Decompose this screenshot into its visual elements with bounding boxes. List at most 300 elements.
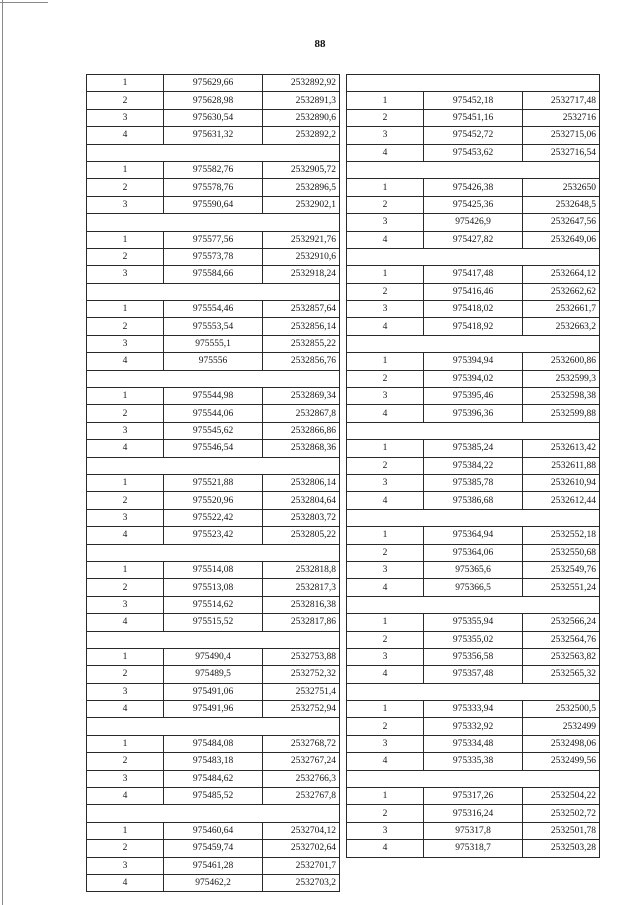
point-row: [87, 335, 340, 352]
point-row: [87, 109, 340, 126]
block-separator-cell: [347, 509, 600, 526]
block-separator-cell: [87, 283, 340, 300]
y-coordinate: 2532499,56: [523, 753, 600, 770]
x-coordinate: 975629,66: [164, 75, 263, 92]
point-number: 1: [87, 231, 164, 248]
point-number: 1: [87, 301, 164, 318]
point-number: 1: [87, 474, 164, 491]
y-coordinate: 2532663,2: [523, 318, 600, 335]
point-number: 4: [347, 579, 424, 596]
point-number: 3: [347, 214, 424, 231]
y-coordinate: 2532704,12: [263, 822, 340, 839]
point-number: 3: [87, 509, 164, 526]
coordinates-table-right: [346, 74, 600, 858]
point-row: [87, 509, 340, 526]
block-separator-cell: [347, 770, 600, 787]
x-coordinate: 975396,36: [424, 405, 523, 422]
point-number: 2: [347, 283, 424, 300]
y-coordinate: 2532855,22: [263, 335, 340, 352]
block-separator-row: [87, 457, 340, 474]
y-coordinate: 2532902,1: [263, 196, 340, 213]
y-coordinate: 2532613,42: [523, 440, 600, 457]
point-number: 2: [347, 196, 424, 213]
y-coordinate: 2532504,22: [523, 788, 600, 805]
x-coordinate: 975556: [164, 353, 263, 370]
point-number: 4: [87, 353, 164, 370]
point-number: 4: [347, 840, 424, 857]
y-coordinate: 2532650: [523, 179, 600, 196]
x-coordinate: 975385,24: [424, 440, 523, 457]
point-number: 3: [87, 422, 164, 439]
y-coordinate: 2532857,64: [263, 301, 340, 318]
y-coordinate: 2532868,36: [263, 440, 340, 457]
block-separator-cell: [87, 544, 340, 561]
y-coordinate: 2532751,4: [263, 683, 340, 700]
x-coordinate: 975544,06: [164, 405, 263, 422]
y-coordinate: 2532662,62: [523, 283, 600, 300]
point-number: 1: [87, 648, 164, 665]
point-number: 1: [347, 527, 424, 544]
x-coordinate: 975384,22: [424, 457, 523, 474]
block-separator-row: [87, 544, 340, 561]
x-coordinate: 975544,98: [164, 388, 263, 405]
point-number: 3: [347, 474, 424, 491]
block-separator-row: [347, 422, 600, 439]
point-number: 2: [87, 753, 164, 770]
point-number: 3: [347, 388, 424, 405]
point-number: 1: [87, 822, 164, 839]
point-number: 3: [347, 127, 424, 144]
x-coordinate: 975513,08: [164, 579, 263, 596]
point-row: [347, 301, 600, 318]
x-coordinate: 975631,32: [164, 127, 263, 144]
point-row: [87, 701, 340, 718]
x-coordinate: 975334,48: [424, 735, 523, 752]
x-coordinate: 975452,18: [424, 92, 523, 109]
point-row: [347, 179, 600, 196]
point-row: [347, 144, 600, 161]
block-separator-row: [87, 370, 340, 387]
point-row: [347, 231, 600, 248]
x-coordinate: 975628,98: [164, 92, 263, 109]
point-number: 4: [87, 788, 164, 805]
x-coordinate: 975425,36: [424, 196, 523, 213]
x-coordinate: 975394,02: [424, 370, 523, 387]
y-coordinate: 2532551,24: [523, 579, 600, 596]
point-row: [87, 874, 340, 891]
x-coordinate: 975459,74: [164, 840, 263, 857]
point-row: [87, 648, 340, 665]
x-coordinate: 975461,28: [164, 857, 263, 874]
y-coordinate: 2532891,3: [263, 92, 340, 109]
point-row: [87, 596, 340, 613]
point-row: [87, 683, 340, 700]
x-coordinate: 975332,92: [424, 718, 523, 735]
y-coordinate: 2532565,32: [523, 666, 600, 683]
block-separator-cell: [87, 718, 340, 735]
point-number: 3: [347, 648, 424, 665]
x-coordinate: 975483,18: [164, 753, 263, 770]
point-number: 4: [87, 874, 164, 891]
block-separator-cell: [347, 335, 600, 352]
point-row: [347, 283, 600, 300]
y-coordinate: 2532816,38: [263, 596, 340, 613]
point-row: [87, 857, 340, 874]
page-number: 88: [314, 38, 326, 50]
block-separator-row: [347, 161, 600, 178]
x-coordinate: 975418,92: [424, 318, 523, 335]
y-coordinate: 2532817,3: [263, 579, 340, 596]
point-row: [87, 492, 340, 509]
point-row: [347, 318, 600, 335]
point-row: [347, 666, 600, 683]
point-row: [87, 161, 340, 178]
y-coordinate: 2532767,8: [263, 788, 340, 805]
point-number: 1: [347, 788, 424, 805]
point-row: [87, 353, 340, 370]
y-coordinate: 2532715,06: [523, 127, 600, 144]
point-number: 3: [87, 857, 164, 874]
point-row: [347, 735, 600, 752]
x-coordinate: 975364,06: [424, 544, 523, 561]
point-number: 1: [87, 735, 164, 752]
block-separator-cell: [347, 596, 600, 613]
point-row: [87, 474, 340, 491]
point-row: [87, 248, 340, 265]
point-row: [347, 544, 600, 561]
y-coordinate: 2532716,54: [523, 144, 600, 161]
x-coordinate: 975573,78: [164, 248, 263, 265]
y-coordinate: 2532896,5: [263, 179, 340, 196]
point-number: 2: [87, 92, 164, 109]
point-row: [347, 648, 600, 665]
y-coordinate: 2532918,24: [263, 266, 340, 283]
point-number: 1: [347, 179, 424, 196]
x-coordinate: 975462,2: [164, 874, 263, 891]
y-coordinate: 2532866,86: [263, 422, 340, 439]
point-row: [347, 440, 600, 457]
x-coordinate: 975333,94: [424, 701, 523, 718]
x-coordinate: 975395,46: [424, 388, 523, 405]
point-number: 2: [87, 492, 164, 509]
x-coordinate: 975451,16: [424, 109, 523, 126]
point-row: [87, 75, 340, 92]
point-number: 1: [347, 614, 424, 631]
point-number: 2: [87, 405, 164, 422]
point-row: [87, 527, 340, 544]
y-coordinate: 2532702,64: [263, 840, 340, 857]
point-number: 4: [347, 666, 424, 683]
y-coordinate: 2532563,82: [523, 648, 600, 665]
block-separator-cell: [347, 422, 600, 439]
y-coordinate: 2532564,76: [523, 631, 600, 648]
point-row: [347, 579, 600, 596]
point-number: 3: [87, 596, 164, 613]
x-coordinate: 975427,82: [424, 231, 523, 248]
y-coordinate: 2532599,3: [523, 370, 600, 387]
block-separator-cell: [87, 144, 340, 161]
x-coordinate: 975514,08: [164, 561, 263, 578]
point-row: [87, 422, 340, 439]
point-row: [347, 214, 600, 231]
point-number: 4: [347, 231, 424, 248]
y-coordinate: 2532703,2: [263, 874, 340, 891]
block-separator-row: [347, 509, 600, 526]
block-separator-cell: [347, 248, 600, 265]
x-coordinate: 975416,46: [424, 283, 523, 300]
y-coordinate: 2532766,3: [263, 770, 340, 787]
point-row: [87, 196, 340, 213]
y-coordinate: 2532600,86: [523, 353, 600, 370]
point-row: [347, 614, 600, 631]
point-row: [347, 353, 600, 370]
x-coordinate: 975394,94: [424, 353, 523, 370]
point-number: 1: [347, 353, 424, 370]
block-separator-row: [87, 805, 340, 822]
y-coordinate: 2532552,18: [523, 527, 600, 544]
block-separator-cell: [347, 75, 600, 92]
x-coordinate: 975460,64: [164, 822, 263, 839]
x-coordinate: 975514,62: [164, 596, 263, 613]
x-coordinate: 975521,88: [164, 474, 263, 491]
point-row: [87, 266, 340, 283]
point-row: [87, 231, 340, 248]
point-number: 4: [87, 701, 164, 718]
y-coordinate: 2532499: [523, 718, 600, 735]
point-row: [87, 822, 340, 839]
x-coordinate: 975335,38: [424, 753, 523, 770]
point-number: 3: [87, 683, 164, 700]
point-row: [347, 196, 600, 213]
x-coordinate: 975426,9: [424, 214, 523, 231]
y-coordinate: 2532599,88: [523, 405, 600, 422]
block-separator-row: [347, 770, 600, 787]
y-coordinate: 2532805,22: [263, 527, 340, 544]
x-coordinate: 975578,76: [164, 179, 263, 196]
point-number: 1: [87, 75, 164, 92]
point-number: 2: [87, 840, 164, 857]
block-separator-cell: [87, 805, 340, 822]
point-number: 3: [87, 335, 164, 352]
x-coordinate: 975520,96: [164, 492, 263, 509]
block-separator-cell: [87, 631, 340, 648]
point-number: 1: [87, 561, 164, 578]
point-number: 4: [347, 405, 424, 422]
y-coordinate: 2532648,5: [523, 196, 600, 213]
x-coordinate: 975630,54: [164, 109, 263, 126]
y-coordinate: 2532803,72: [263, 509, 340, 526]
point-number: 2: [347, 631, 424, 648]
point-number: 1: [347, 440, 424, 457]
point-row: [347, 388, 600, 405]
point-row: [87, 579, 340, 596]
point-number: 3: [347, 561, 424, 578]
x-coordinate: 975364,94: [424, 527, 523, 544]
y-coordinate: 2532701,7: [263, 857, 340, 874]
point-row: [347, 701, 600, 718]
point-row: [87, 770, 340, 787]
block-separator-row: [87, 283, 340, 300]
y-coordinate: 2532804,64: [263, 492, 340, 509]
point-number: 3: [87, 266, 164, 283]
point-row: [87, 318, 340, 335]
y-coordinate: 2532498,06: [523, 735, 600, 752]
y-coordinate: 2532817,86: [263, 614, 340, 631]
x-coordinate: 975577,56: [164, 231, 263, 248]
y-coordinate: 2532869,34: [263, 388, 340, 405]
point-number: 2: [87, 179, 164, 196]
scan-edge-top: [0, 2, 48, 3]
point-number: 4: [87, 527, 164, 544]
coordinates-table-left: [86, 74, 340, 892]
point-row: [87, 788, 340, 805]
x-coordinate: 975545,62: [164, 422, 263, 439]
point-row: [87, 753, 340, 770]
y-coordinate: 2532856,76: [263, 353, 340, 370]
block-separator-row: [87, 214, 340, 231]
x-coordinate: 975453,62: [424, 144, 523, 161]
point-number: 4: [87, 127, 164, 144]
x-coordinate: 975355,02: [424, 631, 523, 648]
point-row: [347, 266, 600, 283]
point-number: 2: [347, 109, 424, 126]
y-coordinate: 2532905,72: [263, 161, 340, 178]
x-coordinate: 975386,68: [424, 492, 523, 509]
x-coordinate: 975489,5: [164, 666, 263, 683]
point-row: [347, 631, 600, 648]
block-separator-cell: [87, 214, 340, 231]
point-number: 2: [347, 718, 424, 735]
point-row: [347, 527, 600, 544]
point-row: [87, 735, 340, 752]
point-number: 1: [347, 92, 424, 109]
point-number: 3: [87, 770, 164, 787]
point-number: 4: [347, 318, 424, 335]
block-separator-cell: [87, 457, 340, 474]
y-coordinate: 2532921,76: [263, 231, 340, 248]
point-number: 3: [347, 735, 424, 752]
point-row: [347, 788, 600, 805]
x-coordinate: 975584,66: [164, 266, 263, 283]
x-coordinate: 975357,48: [424, 666, 523, 683]
x-coordinate: 975553,54: [164, 318, 263, 335]
point-row: [347, 109, 600, 126]
block-separator-row: [347, 75, 600, 92]
point-row: [87, 179, 340, 196]
y-coordinate: 2532647,56: [523, 214, 600, 231]
block-separator-cell: [347, 161, 600, 178]
point-number: 2: [347, 370, 424, 387]
x-coordinate: 975491,96: [164, 701, 263, 718]
x-coordinate: 975484,08: [164, 735, 263, 752]
point-row: [87, 301, 340, 318]
point-row: [87, 440, 340, 457]
point-number: 4: [347, 492, 424, 509]
y-coordinate: 2532716: [523, 109, 600, 126]
x-coordinate: 975318,7: [424, 840, 523, 857]
point-row: [347, 405, 600, 422]
y-coordinate: 2532890,6: [263, 109, 340, 126]
point-number: 1: [347, 266, 424, 283]
block-separator-row: [347, 683, 600, 700]
x-coordinate: 975355,94: [424, 614, 523, 631]
y-coordinate: 2532566,24: [523, 614, 600, 631]
block-separator-row: [87, 144, 340, 161]
point-row: [87, 840, 340, 857]
x-coordinate: 975582,76: [164, 161, 263, 178]
point-row: [347, 805, 600, 822]
y-coordinate: 2532910,6: [263, 248, 340, 265]
y-coordinate: 2532806,14: [263, 474, 340, 491]
y-coordinate: 2532892,2: [263, 127, 340, 144]
y-coordinate: 2532502,72: [523, 805, 600, 822]
x-coordinate: 975366,5: [424, 579, 523, 596]
x-coordinate: 975365,6: [424, 561, 523, 578]
x-coordinate: 975490,4: [164, 648, 263, 665]
point-row: [347, 492, 600, 509]
point-row: [87, 92, 340, 109]
y-coordinate: 2532856,14: [263, 318, 340, 335]
block-separator-row: [87, 631, 340, 648]
point-number: 3: [347, 822, 424, 839]
x-coordinate: 975484,62: [164, 770, 263, 787]
point-number: 1: [347, 701, 424, 718]
point-row: [347, 457, 600, 474]
y-coordinate: 2532752,32: [263, 666, 340, 683]
x-coordinate: 975385,78: [424, 474, 523, 491]
point-number: 4: [87, 614, 164, 631]
point-row: [87, 614, 340, 631]
point-row: [87, 405, 340, 422]
block-separator-cell: [347, 683, 600, 700]
point-number: 4: [347, 753, 424, 770]
y-coordinate: 2532818,8: [263, 561, 340, 578]
y-coordinate: 2532500,5: [523, 701, 600, 718]
y-coordinate: 2532612,44: [523, 492, 600, 509]
y-coordinate: 2532717,48: [523, 92, 600, 109]
block-separator-cell: [87, 370, 340, 387]
point-number: 3: [87, 109, 164, 126]
point-number: 2: [347, 805, 424, 822]
point-row: [347, 92, 600, 109]
scan-edge-left: [2, 0, 3, 905]
y-coordinate: 2532752,94: [263, 701, 340, 718]
point-number: 3: [87, 196, 164, 213]
point-row: [347, 822, 600, 839]
x-coordinate: 975485,52: [164, 788, 263, 805]
y-coordinate: 2532549,76: [523, 561, 600, 578]
point-number: 4: [347, 144, 424, 161]
point-row: [347, 840, 600, 857]
y-coordinate: 2532550,68: [523, 544, 600, 561]
y-coordinate: 2532753,88: [263, 648, 340, 665]
y-coordinate: 2532768,72: [263, 735, 340, 752]
x-coordinate: 975522,42: [164, 509, 263, 526]
point-row: [87, 666, 340, 683]
point-row: [347, 561, 600, 578]
x-coordinate: 975590,64: [164, 196, 263, 213]
point-row: [347, 370, 600, 387]
point-row: [87, 127, 340, 144]
y-coordinate: 2532501,78: [523, 822, 600, 839]
x-coordinate: 975523,42: [164, 527, 263, 544]
y-coordinate: 2532503,28: [523, 840, 600, 857]
block-separator-row: [87, 718, 340, 735]
x-coordinate: 975426,38: [424, 179, 523, 196]
x-coordinate: 975316,24: [424, 805, 523, 822]
x-coordinate: 975417,48: [424, 266, 523, 283]
y-coordinate: 2532892,92: [263, 75, 340, 92]
